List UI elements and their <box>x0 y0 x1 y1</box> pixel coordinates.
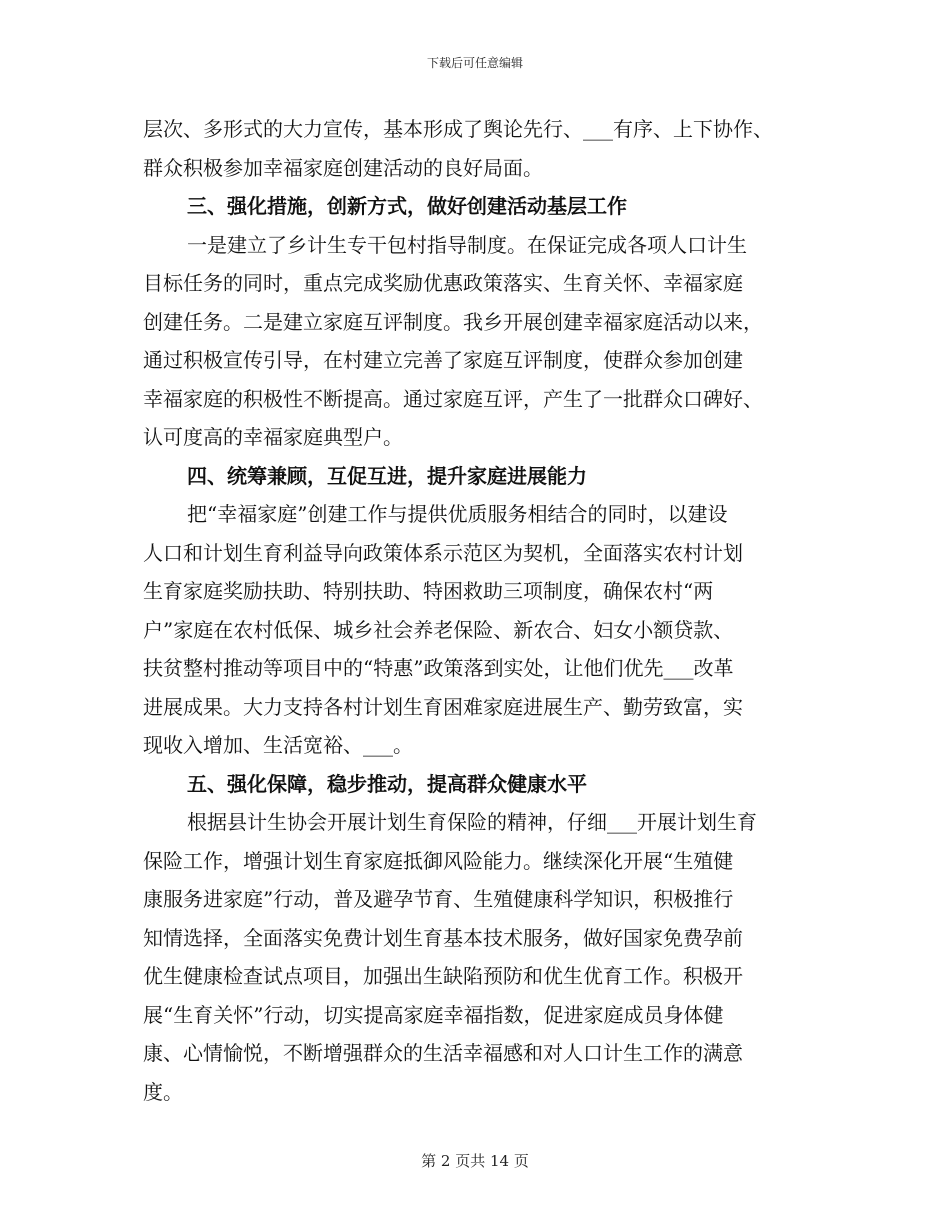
paragraph-line: 层次、多形式的大力宣传，基本形成了舆论先行、___有序、上下协作、 <box>143 117 773 141</box>
paragraph-line: 根据县计生协会开展计划生育保险的精神，仔细___开展计划生育 <box>187 810 757 834</box>
section-heading: 四、统筹兼顾，互促互进，提升家庭进展能力 <box>187 463 587 488</box>
section-heading: 三、强化措施，创新方式，做好创建活动基层工作 <box>187 194 627 218</box>
section-heading: 五、强化保障，稳步推动，提高群众健康水平 <box>187 771 587 796</box>
paragraph-line: 幸福家庭的积极性不断提高。通过家庭互评，产生了一批群众口碑好、 <box>143 386 763 411</box>
paragraph-line: 户”家庭在农村低保、城乡社会养老保险、新农合、妇女小额贷款、 <box>143 617 734 642</box>
paragraph-line: 康服务进家庭”行动，普及避孕节育、生殖健康科学知识，积极推行 <box>143 887 734 911</box>
paragraph-line: 保险工作，增强计划生育家庭抵御风险能力。继续深化开展“生殖健 <box>143 848 734 873</box>
paragraph-line: 现收入增加、生活宽裕、___。 <box>143 733 413 757</box>
paragraph-line: 进展成果。大力支持各村计划生育困难家庭进展生产、勤劳致富，实 <box>143 694 743 719</box>
paragraph-line: 扶贫整村推动等项目中的“特惠”政策落到实处，让他们优先___改革 <box>143 656 734 680</box>
paragraph-line: 认可度高的幸福家庭典型户。 <box>143 425 403 449</box>
paragraph-line: 一是建立了乡计生专干包村指导制度。在保证完成各项人口计生 <box>187 232 747 257</box>
paragraph-line: 康、心情愉悦，不断增强群众的生活幸福感和对人口计生工作的满意 <box>143 1041 743 1065</box>
header-note: 下载后可任意编辑 <box>426 56 523 70</box>
document-body <box>143 110 810 1111</box>
paragraph-line: 目标任务的同时，重点完成奖励优惠政策落实、生育关怀、幸福家庭 <box>143 271 743 295</box>
paragraph-line: 度。 <box>143 1079 183 1104</box>
paragraph-line: 通过积极宣传引导，在村建立完善了家庭互评制度，使群众参加创建 <box>143 348 743 372</box>
paragraph-line: 人口和计划生育利益导向政策体系示范区为契机，全面落实农村计划 <box>143 540 743 565</box>
paragraph-line: 知情选择，全面落实免费计划生育基本技术服务，做好国家免费孕前 <box>143 925 743 950</box>
paragraph-line: 优生健康检查试点项目，加强出生缺陷预防和优生优育工作。积极开 <box>143 964 743 988</box>
paragraph-line: 群众积极参加幸福家庭创建活动的良好局面。 <box>143 155 543 180</box>
paragraph-line: 创建任务。二是建立家庭互评制度。我乡开展创建幸福家庭活动以来， <box>143 309 763 334</box>
page-number: 第 2 页共 14 页 <box>421 1152 529 1170</box>
paragraph-line: 生育家庭奖励扶助、特别扶助、特困救助三项制度，确保农村“两 <box>143 579 714 603</box>
paragraph-line: 展“生育关怀”行动，切实提高家庭幸福指数，促进家庭成员身体健 <box>143 1002 724 1027</box>
paragraph-line: 把“幸福家庭”创建工作与提供优质服务相结合的同时，以建设 <box>187 502 728 526</box>
